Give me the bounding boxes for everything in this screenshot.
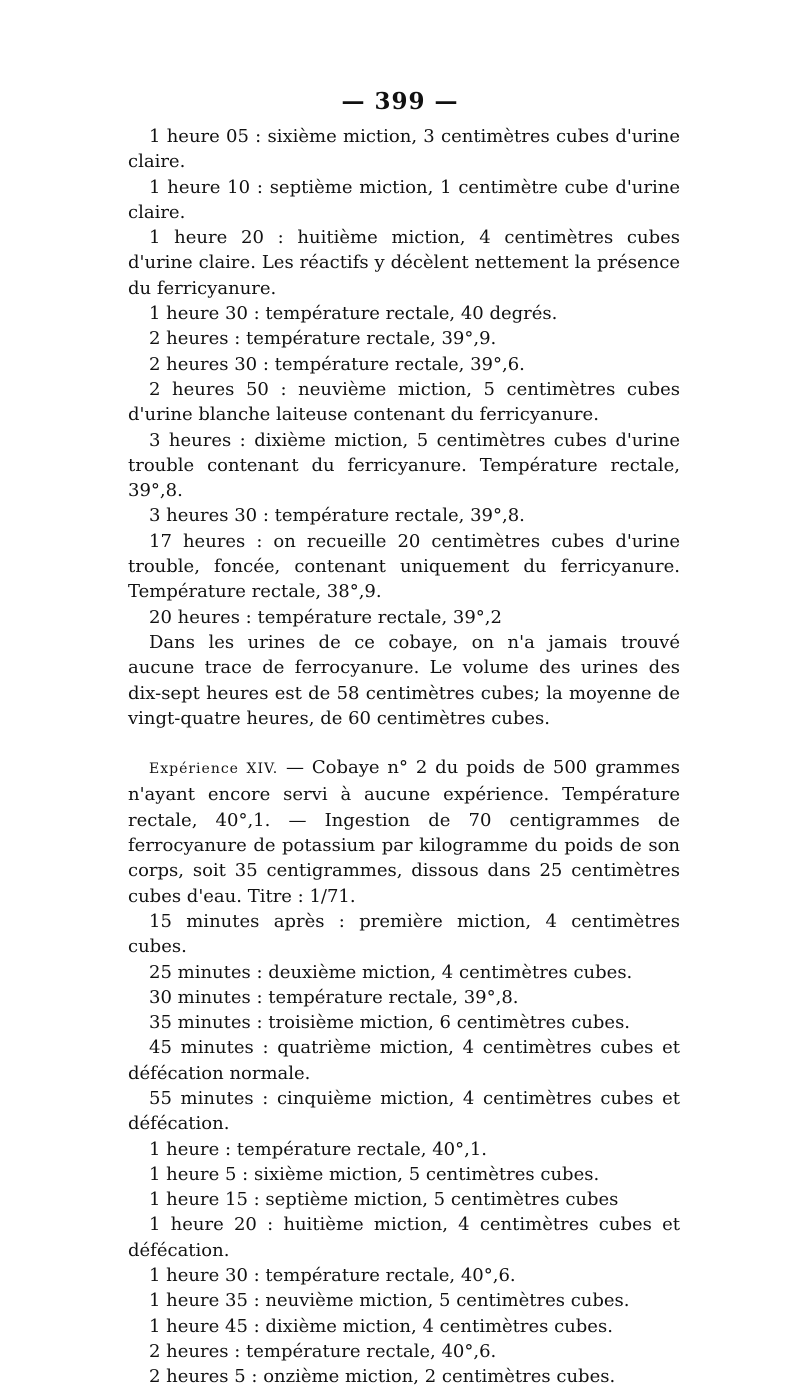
paragraph: 2 heures 5 : onzième miction, 2 centimètres cubes. — [149, 1366, 616, 1388]
paragraph: 17 heures : on recueille 20 centimètres cubes d'urine trouble, foncée, contenant uniquement du ferricyanure. Température rectale, 38°,9. — [128, 530, 680, 603]
paragraph: 1 heure 05 : sixième miction, 3 centimètres cubes d'urine claire. — [128, 126, 680, 173]
paragraph: 3 heures : dixième miction, 5 centimètres cubes d'urine trouble contenant du ferricyanure. Température rectale, 39°,8. — [128, 429, 680, 502]
paragraph: 1 heure 35 : neuvième miction, 5 centimètres cubes. — [149, 1290, 630, 1312]
paragraph: Dans les urines de ce cobaye, on n'a jamais trouvé aucune trace de ferrocyanure. Le volume des urines des dix-sept heures est de 58 centimètres cubes; la moyenne de vingt-quatre heures, de 60 centimètres cubes. — [128, 631, 680, 729]
paragraph: 2 heures 30 : température rectale, 39°,6. — [149, 353, 525, 375]
paragraph: 2 heures 50 : neuvième miction, 5 centimètres cubes d'urine blanche laiteuse contenant du ferricyanure. — [128, 378, 680, 426]
paragraph: 1 heure 15 : septième miction, 5 centimètres cubes — [149, 1189, 619, 1211]
paragraph: 15 minutes après : première miction, 4 centimètres cubes. — [128, 910, 680, 958]
paragraph: 1 heure 45 : dixième miction, 4 centimètres cubes. — [149, 1315, 613, 1337]
paragraph: 1 heure 10 : septième miction, 1 centimètre cube d'urine claire. — [128, 176, 680, 223]
paragraph: 2 heures : température rectale, 39°,9. — [149, 328, 497, 350]
experiment-label: Expérience XIV. — [149, 761, 279, 778]
paragraph: 3 heures 30 : température rectale, 39°,8. — [149, 505, 525, 527]
paragraph: 20 heures : température rectale, 39°,2 — [149, 606, 502, 628]
paragraph: 25 minutes : deuxième miction, 4 centimètres cubes. — [149, 961, 633, 983]
paragraph: 1 heure : température rectale, 40°,1. — [149, 1138, 488, 1160]
paragraph: 1 heure 30 : température rectale, 40 degrés. — [149, 303, 558, 325]
paragraph: 1 heure 20 : huitième miction, 4 centimètres cubes d'urine claire. Les réactifs y décèlent nettement la présence du ferricyanure. — [128, 227, 680, 299]
paragraph: 35 minutes : troisième miction, 6 centimètres cubes. — [149, 1012, 631, 1034]
experiment-text: — Cobaye n° 2 du poids de 500 grammes n'ayant encore servi à aucune expérience. Température rectale, 40°,1. — Ingestion de 70 centigrammes de ferrocyanure de potassium par kilogramme du poids de son corps, soit 35 centigrammes, dissous dans 25 centimètres cubes d'eau. Titre : 1/71. — [128, 757, 680, 907]
page-number: — 399 — — [341, 88, 459, 115]
experiment-paragraph — [128, 755, 680, 909]
paragraph: 1 heure 20 : huitième miction, 4 centimètres cubes et défécation. — [128, 1214, 680, 1261]
paragraph: 45 minutes : quatrième miction, 4 centimètres cubes et défécation normale. — [128, 1037, 680, 1084]
paragraph: 55 minutes : cinquième miction, 4 centimètres cubes et défécation. — [128, 1087, 680, 1135]
paragraph: 1 heure 5 : sixième miction, 5 centimètres cubes. — [149, 1163, 600, 1185]
paragraph: 30 minutes : température rectale, 39°,8. — [149, 986, 519, 1008]
body-text — [128, 124, 680, 1390]
paragraph: 1 heure 30 : température rectale, 40°,6. — [149, 1265, 516, 1287]
paragraph: 2 heures : température rectale, 40°,6. — [149, 1340, 497, 1362]
